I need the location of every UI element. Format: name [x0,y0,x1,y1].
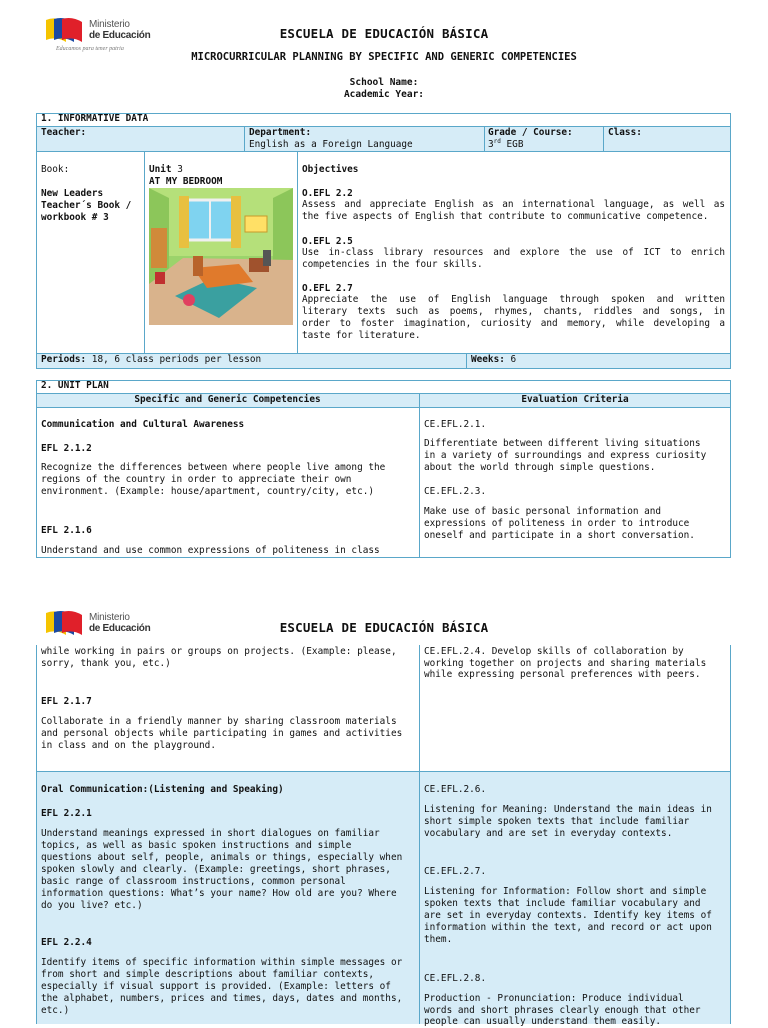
teacher-label: Teacher: [41,127,87,138]
competency-text: basic range of classroom instructions, common personal [41,876,346,887]
criterion-text: Production - Pronunciation: Produce individual [424,993,684,1004]
objective-code: O.EFL 2.7 [302,283,353,294]
bedroom-illustration [149,188,293,325]
competency-text: Understand meanings expressed in short dialogues on familiar [41,828,380,839]
unit-title: AT MY BEDROOM [149,176,223,187]
competency-text: spoken slowly and clearly. (Example: greetings, short phrases, [41,864,391,875]
competency-text: questions about self, people, animals or things, especially when [41,852,403,863]
competency-code: EFL 2.1.6 [41,525,92,536]
unit-plan-title: 2. UNIT PLAN [41,380,109,391]
competency-text: sorry, thank you, etc.) [41,658,171,669]
objective-text-line: Use in-class library resources and explore the use of ICT to enrich [302,247,725,258]
competency-code: EFL 2.1.2 [41,443,92,454]
academic-year-label: Academic Year: [343,89,425,100]
criterion-text: short simple spoken texts that include familiar [424,816,690,827]
logo-line2: de Educación [89,30,151,41]
document-subtitle: MICROCURRICULAR PLANNING BY SPECIFIC AND GENERIC COMPETENCIES [191,51,577,63]
competency-text: Collaborate in a friendly manner by sharing classroom materials [41,716,397,727]
objective-text-line: Appreciate the use of English language through spoken and written [302,294,725,305]
criterion-code: CE.EFL.2.8. [424,973,487,984]
criterion-text: Listening for Meaning: Understand the main ideas in [424,804,712,815]
criterion-text: Make use of basic personal information and [424,506,662,517]
section-title: Oral Communication:(Listening and Speaking) [41,784,284,795]
competency-text: in class and on the playground. [41,740,216,751]
competency-text: Understand and use common expressions of politeness in class [41,545,380,556]
logo-line1: Ministerio [89,19,130,30]
competency-text: information questions: What’s your name? How old are you? Where [41,888,397,899]
competency-text: topics, as well as basic spoken instructions and simple [41,840,352,851]
criterion-text: people can usually understand them easily. [424,1016,662,1027]
criterion-text: are set in everyday contexts. Identify key items of [424,910,712,921]
competency-code: EFL 2.2.1 [41,808,92,819]
logo-line1: Ministerio [89,612,130,623]
school-title: ESCUELA DE EDUCACIÓN BÁSICA [279,26,489,41]
criterion-text: Differentiate between different living situations [424,438,701,449]
criterion-text: CE.EFL.2.4. Develop skills of collaboration by [424,646,684,657]
competency-text: the alphabet, numbers, prices and times, days, dates and months, [41,993,403,1004]
logo-tagline: Educamos para tener patria [56,46,124,52]
objective-text-line: competencies in the four skills. [302,259,483,270]
competency-text: environment. (Example: house/apartment, country/city, etc.) [41,486,375,497]
objective-code: O.EFL 2.2 [302,188,353,199]
criterion-text: them. [424,934,453,945]
criterion-text: while expressing personal preferences with peers. [424,669,701,680]
competency-text: from short and simple descriptions about familiar contexts, [41,969,375,980]
competency-text: Recognize the differences between where people live among the [41,462,386,473]
competency-text: especially if visual support is provided. (Example: letters of [41,981,391,992]
book-label: Book: [41,164,70,175]
department-label: Department: [249,127,312,138]
criterion-code: CE.EFL.2.1. [424,419,487,430]
school-name-label: School Name: [349,77,419,88]
objective-text-line: Assess and appreciate English as an international language, as well as [302,199,725,210]
competency-code: EFL 2.2.4 [41,937,92,948]
criterion-text: words and short phrases clearly enough that other [424,1005,701,1016]
grade-label: Grade / Course: [488,127,573,138]
class-label: Class: [608,127,642,138]
criterion-code: CE.EFL.2.7. [424,866,487,877]
criterion-text: about the world through simple questions. [424,462,656,473]
criteria-header: Evaluation Criteria [521,394,629,405]
criterion-code: CE.EFL.2.6. [424,784,487,795]
criterion-code: CE.EFL.2.3. [424,486,487,497]
department-value: English as a Foreign Language [249,139,413,150]
criterion-text: working together on projects and sharing materials [424,658,707,669]
book-title-line1: New Leaders [41,188,104,199]
grade-value: 3rd EGB [488,137,524,150]
objective-text-line: taste for literature. [302,330,421,341]
objective-text-line: literary texts such as poems, rhymes, chants, riddles and songs, in [302,306,725,317]
objective-text-line: order to foster imagination, curiosity and memory, while developing a [302,318,725,329]
competency-text: regions of the country in order to appreciate their own [41,474,352,485]
criterion-text: information within the text, and record or act upon [424,922,712,933]
objective-text-line: the five aspects of English that contribute to communicative competence. [302,211,709,222]
competencies-header: Specific and Generic Competencies [134,394,321,405]
school-title: ESCUELA DE EDUCACIÓN BÁSICA [279,620,489,635]
competency-text: etc.) [41,1005,70,1016]
objective-code: O.EFL 2.5 [302,236,353,247]
competency-code: EFL 2.1.7 [41,696,92,707]
informative-section-title: 1. INFORMATIVE DATA [41,113,149,124]
criterion-text: spoken texts that include familiar vocabulary and [424,898,701,909]
criterion-text: vocabulary and are set in everyday contexts. [424,828,673,839]
objectives-label: Objectives [302,164,359,175]
competency-text: and personal objects while participating in games and activities [41,728,403,739]
criterion-text: expressions of politeness in order to introduce [424,518,690,529]
competency-text: Identify items of specific information within simple messages or [41,957,403,968]
weeks: Weeks: 6 [471,354,517,365]
criterion-text: in a variety of surroundings and express curiosity [424,450,707,461]
book-title-line3: workbook # 3 [41,212,109,223]
section-title: Communication and Cultural Awareness [41,419,245,430]
criterion-text: Listening for Information: Follow short and simple [424,886,707,897]
competency-text: while working in pairs or groups on projects. (Example: please, [41,646,397,657]
periods: Periods: 18, 6 class periods per lesson [41,354,262,365]
unit-number: Unit 3 [149,164,183,175]
criterion-text: oneself and participate in a short conversation. [424,530,695,541]
competency-text: do you live? etc.) [41,900,143,911]
book-title-line2: Teacher´s Book / [41,200,132,211]
logo-line2: de Educación [89,623,151,634]
